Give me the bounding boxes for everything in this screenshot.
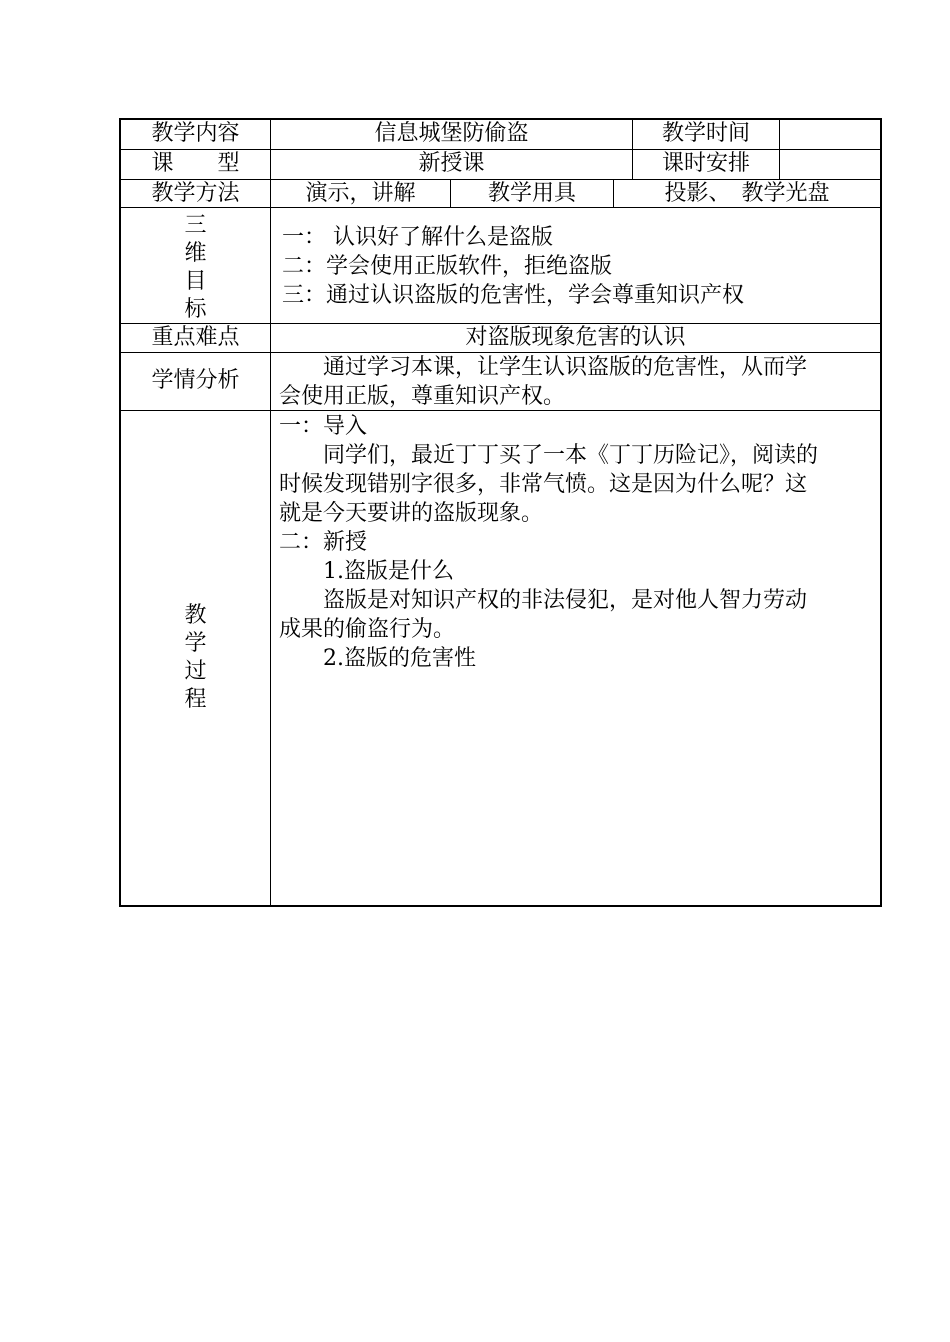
schedule-label: 课时安排 [661,151,750,176]
type-label: 课 型 [151,151,240,176]
column-divider [270,118,271,907]
goals-label: 三 维 目 标 [184,213,207,322]
focus-value: 对盗版现象危害的认识 [465,325,686,350]
lesson-plan-table [119,118,882,907]
time-label: 教学时间 [661,121,750,146]
goal-item: 二：学会使用正版软件，拒绝盗版 [282,254,613,279]
tools-label: 教学用具 [487,181,576,206]
column-divider [779,118,780,180]
process-text: 一：导入 同学们，最近丁丁买了一本《丁丁历险记》，阅读的 时候发现错别字很多，非常气愤。这是因为什么呢？这 就是今天要讲的盗版现象。 二：新授 1.盗版是什么 盗版是对知识产权的非法侵犯，是对他人智力劳动 成果的偷盗行为。 2.盗版的危害性 [279,414,819,671]
table-border-bottom [119,905,882,907]
tools-value: 投影、 教学光盘 [664,181,830,206]
process-label: 教 学 过 程 [184,603,207,712]
analysis-text: 通过学习本课，让学生认识盗版的危害性，从而学 会使用正版，尊重知识产权。 [279,355,808,409]
content-label: 教学内容 [151,121,240,146]
method-value: 演示，讲解 [305,181,416,206]
type-value: 新授课 [418,151,485,176]
method-label: 教学方法 [151,181,240,206]
goal-item: 一： 认识好了解什么是盗版 [282,225,553,250]
table-border-right [880,118,882,907]
analysis-label: 学情分析 [151,368,240,393]
focus-label: 重点难点 [151,325,240,350]
goals-list [282,223,744,310]
goal-item: 三：通过认识盗版的危害性，学会尊重知识产权 [282,283,745,308]
content-value: 信息城堡防偷盗 [374,121,529,146]
